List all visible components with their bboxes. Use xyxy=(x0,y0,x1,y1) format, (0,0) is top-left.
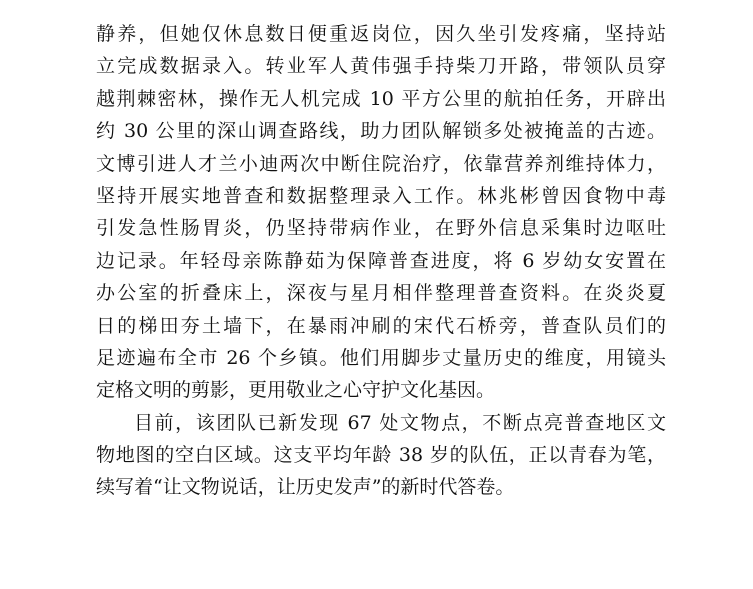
text-line: 坚持开展实地普查和数据整理录入工作。林兆彬曾因食物中毒 xyxy=(96,184,666,207)
text-line: 约 30 公里的深山调查路线，助力团队解锁多处被掩盖的古迹。 xyxy=(96,120,666,143)
text-line: 足迹遍布全市 26 个乡镇。他们用脚步丈量历史的维度，用镜头 xyxy=(96,346,666,369)
text-line: 日的梯田夯土墙下，在暴雨冲刷的宋代石桥旁，普查队员们的 xyxy=(96,314,666,337)
text-line: 办公室的折叠床上，深夜与星月相伴整理普查资料。在炎炎夏 xyxy=(96,282,666,305)
text-line: 续写着“让文物说话，让历史发声”的新时代答卷。 xyxy=(96,476,515,499)
text-line: 引发急性肠胃炎，仍坚持带病作业，在野外信息采集时边呕吐 xyxy=(96,217,666,240)
text-line: 目前，该团队已新发现 67 处文物点，不断点亮普查地区文 xyxy=(134,411,666,434)
text-line: 边记录。年轻母亲陈静茹为保障普查进度，将 6 岁幼女安置在 xyxy=(96,249,666,272)
text-line: 定格文明的剪影，更用敬业之心守护文化基因。 xyxy=(96,379,496,402)
text-line: 文博引进人才兰小迪两次中断住院治疗，依靠营养剂维持体力， xyxy=(96,152,666,175)
paragraph-1 xyxy=(96,18,666,407)
text-line: 物地图的空白区域。这支平均年龄 38 岁的队伍，正以青春为笔， xyxy=(96,444,666,467)
text-line: 立完成数据录入。转业军人黄伟强手持柴刀开路，带领队员穿 xyxy=(96,55,666,78)
document-body xyxy=(96,18,666,504)
text-line: 越荆棘密林，操作无人机完成 10 平方公里的航拍任务，开辟出 xyxy=(96,87,666,110)
paragraph-2 xyxy=(96,407,666,504)
text-line: 静养，但她仅休息数日便重返岗位，因久坐引发疼痛，坚持站 xyxy=(96,23,666,45)
